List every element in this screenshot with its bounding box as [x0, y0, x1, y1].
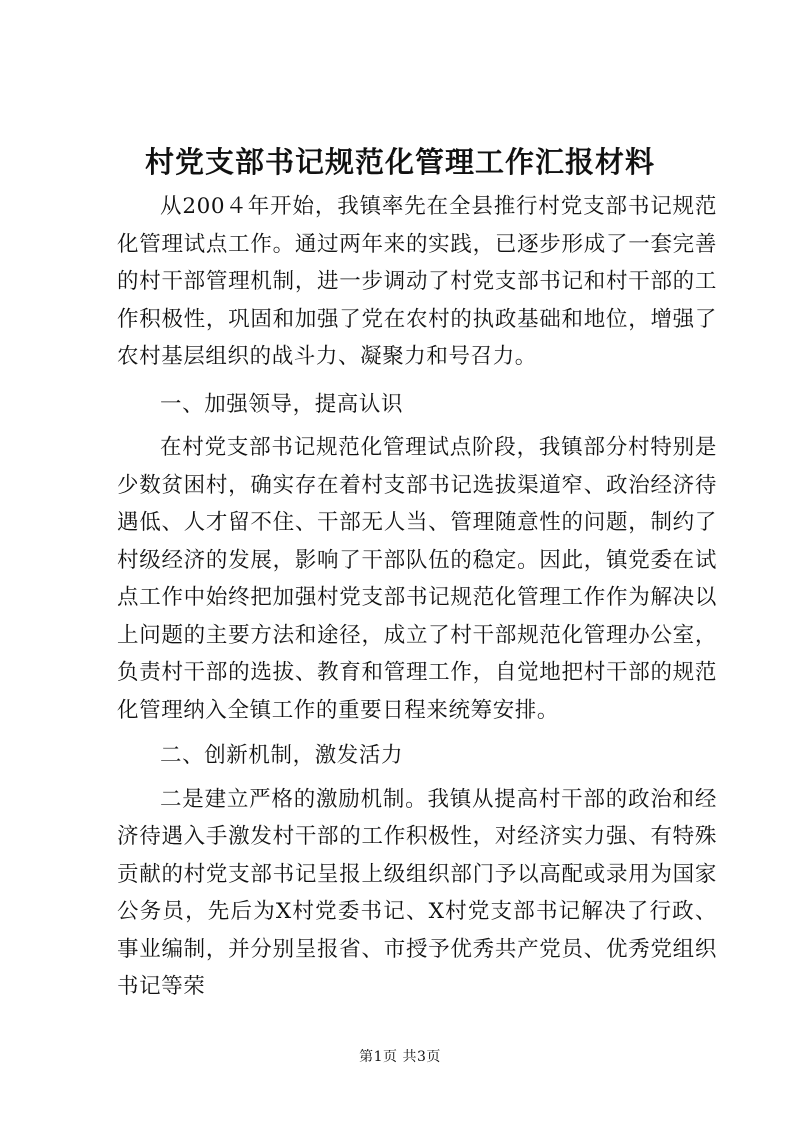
document-body: [117, 188, 717, 1006]
document-title: 村党支部书记规范化管理工作汇报材料: [144, 145, 655, 179]
section-2-paragraph: 二是建立严格的激励机制。我镇从提高村干部的政治和经济待遇入手激发村干部的工作积极性，对经济实力强、有特殊贡献的村党支部书记呈报上级组织部门予以高配或录用为国家公务员，先后为X村党委书记、X村党支部书记解决了行政、事业编制，并分别呈报省、市授予优秀共产党员、优秀党组织书记等荣: [117, 786, 717, 999]
section-1-paragraph: 在村党支部书记规范化管理试点阶段，我镇部分村特别是少数贫困村，确实存在着村支部书记选拔渠道窄、政治经济待遇低、人才留不住、干部无人当、管理随意性的问题，制约了村级经济的发展，影响了干部队伍的稳定。因此，镇党委在试点工作中始终把加强村党支部书记规范化管理工作作为解决以上问题的主要方法和途径，成立了村干部规范化管理办公室，负责村干部的选拔、教育和管理工作，自觉地把村干部的规范化管理纳入全镇工作的重要日程来统筹安排。: [117, 435, 717, 723]
section-heading-1: 一、加强领导，提高认识: [160, 391, 404, 417]
intro-paragraph: 从200４年开始，我镇率先在全县推行村党支部书记规范化管理试点工作。通过两年来的实践，已逐步形成了一套完善的村干部管理机制，进一步调动了村党支部书记和村干部的工作积极性，巩固和加强了党在农村的执政基础和地位，增强了农村基层组织的战斗力、凝聚力和号召力。: [117, 194, 717, 369]
page-number-footer: 第1页 共3页: [359, 1049, 441, 1065]
section-heading-2: 二、创新机制，激发活力: [160, 743, 404, 768]
